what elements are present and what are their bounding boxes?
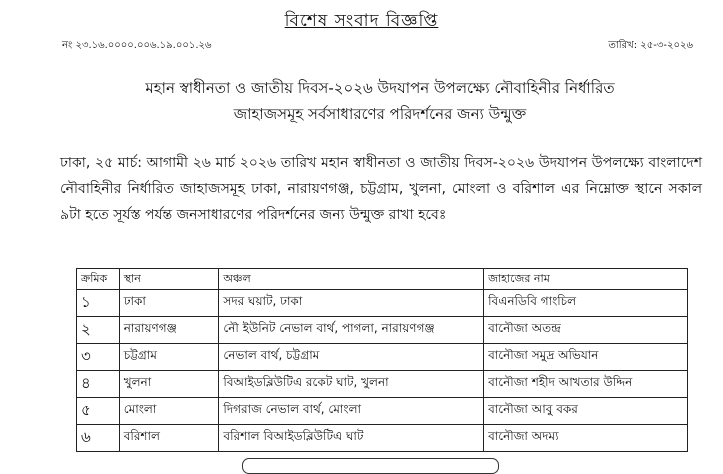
bottom-outline-shape [242, 458, 499, 474]
body-paragraph: ঢাকা, ২৫ মার্চ: আগামী ২৬ মার্চ ২০২৬ তারিখ মহান স্বাধীনতা ও জাতীয় দিবস-২০২৬ উদযাপন উপলক্ষ্যে বাংলাদেশ নৌবাহিনীর নির্ধারিত জাহাজসমূহ ঢাকা, নারায়ণগঞ্জ, চট্টগ্রাম, খুলনা, মোংলা ও বরিশাল এর নিম্নোক্ত স্থানে সকাল ৯টা হতে সূর্যস্ত পর্যন্ত জনসাধারণের পরিদর্শনের জন্য উন্মুক্ত রাখা হবেঃ [60, 155, 702, 223]
table-row [77, 317, 688, 344]
table-row [77, 398, 688, 425]
cell-ship-name: বানৌজা শহীদ আখতার উদ্দিন [484, 371, 688, 398]
cell-ship-name: বানৌজা আবু বকর [484, 398, 688, 425]
cell-place: চট্টগ্রাম [119, 344, 219, 371]
cell-area: নেভাল বার্থ, চট্টগ্রাম [219, 344, 484, 371]
ship-schedule-table [76, 268, 688, 452]
table-row [77, 425, 688, 452]
cell-place: মোংলা [119, 398, 219, 425]
cell-place: বরিশাল [119, 425, 219, 452]
document-date: তারিখ: ২৫-৩-২০২৬ [608, 40, 693, 51]
cell-area: দিগরাজ নেভাল বার্থ, মোংলা [219, 398, 484, 425]
table-row [77, 371, 688, 398]
headline-line-2: জাহাজসমূহ সর্বসাধারণের পরিদর্শনের জন্য উন্মুক্ত [233, 105, 527, 123]
cell-place: ঢাকা [119, 290, 219, 317]
table-row [77, 344, 688, 371]
header-serial: ক্রমিক [77, 269, 120, 290]
header-ship-name: জাহাজের নাম [484, 269, 688, 290]
cell-area: বিআইডব্লিউটিএ রকেট ঘাট, খুলনা [219, 371, 484, 398]
cell-serial: ১ [77, 290, 120, 317]
headline [60, 75, 700, 127]
cell-serial: ২ [77, 317, 120, 344]
header-place: স্থান [119, 269, 219, 290]
cell-place: নারায়ণগঞ্জ [119, 317, 219, 344]
memo-number: নং ২৩.১৬.০০০০.০০৬.১৯.০০১.২৬ [62, 40, 212, 51]
cell-serial: ৫ [77, 398, 120, 425]
cell-ship-name: বিএনডিবি গাংচিল [484, 290, 688, 317]
cell-area: বরিশাল বিআইডব্লিউটিএ ঘাট [219, 425, 484, 452]
header-area: অঞ্চল [219, 269, 484, 290]
cell-serial: ৬ [77, 425, 120, 452]
cell-serial: ৪ [77, 371, 120, 398]
cell-ship-name: বানৌজা অতন্দ্র [484, 317, 688, 344]
cell-place: খুলনা [119, 371, 219, 398]
cell-serial: ৩ [77, 344, 120, 371]
table-header-row [77, 269, 688, 290]
cell-ship-name: বানৌজা সমুদ্র অভিযান [484, 344, 688, 371]
headline-line-1: মহান স্বাধীনতা ও জাতীয় দিবস-২০২৬ উদযাপন উপলক্ষ্যে নৌবাহিনীর নির্ধারিত [145, 79, 615, 97]
cell-area: নৌ ইউনিট নেভাল বার্থ, পাগলা, নারায়ণগঞ্জ [219, 317, 484, 344]
cell-area: সদর ঘয়াট, ঢাকা [219, 290, 484, 317]
table-row [77, 290, 688, 317]
document-title: বিশেষ সংবাদ বিজ্ঞপ্তি [284, 11, 439, 31]
cell-ship-name: বানৌজা অদম্য [484, 425, 688, 452]
